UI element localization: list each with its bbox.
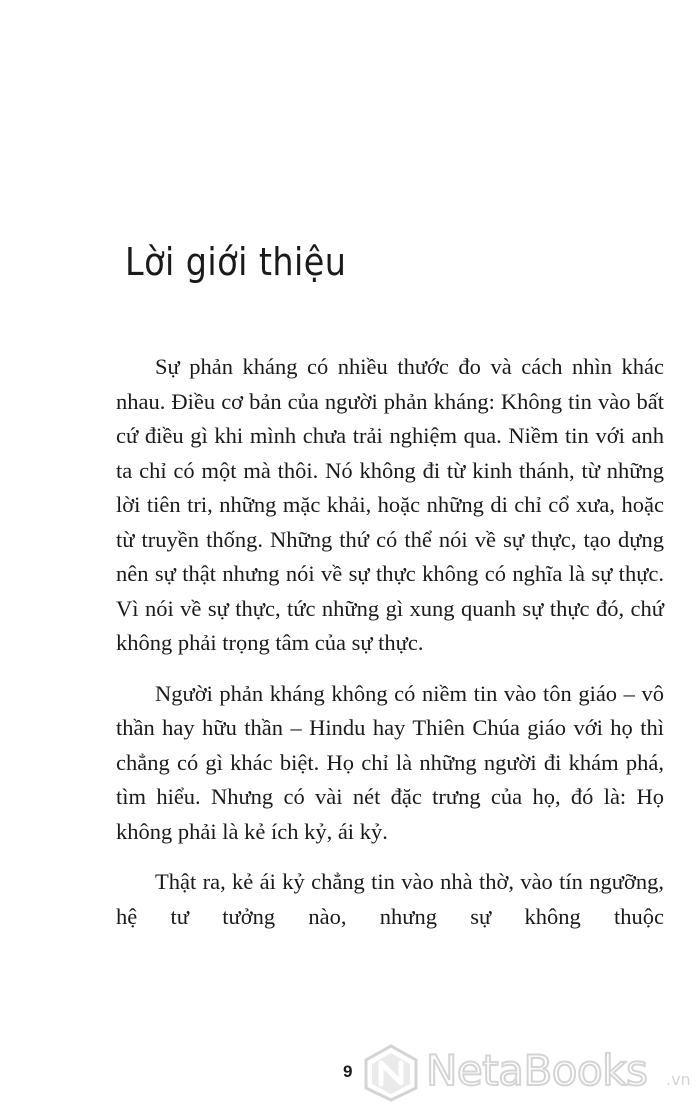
chapter-heading: Lời giới thiệu — [125, 240, 347, 284]
paragraph-3: Thật ra, kẻ ái kỷ chẳng tin vào nhà thờ, vào tín ngưỡng, hệ tư tưởng nào, nhưng sự không thuộc — [116, 869, 664, 929]
watermark-suffix: .vn — [666, 1070, 691, 1089]
paragraph-1: Sự phản kháng có nhiều thước đo và cách nhìn khác nhau. Điều cơ bản của người phản kháng: Không tin vào bất cứ điều gì khi mình chưa trải nghiệm qua. Niềm tin với anh ta chỉ có một mà thôi. Nó không đi từ kinh thánh, từ những lời tiên tri, những mặc khải, hoặc những di chỉ cổ xưa, hoặc từ truyền thống. Những thứ có thể nói về sự thực, tạo dựng nên sự thật nhưng nói về sự thực không có nghĩa là sự thực. Vì nói về sự thực, tức những gì xung quanh sự thực đó, chứ không phải trọng tâm của sự thực. — [116, 354, 664, 655]
page-number: 9 — [343, 1062, 353, 1081]
body-text — [116, 350, 664, 934]
netabooks-logo-icon — [362, 1044, 420, 1102]
netabooks-watermark — [362, 1040, 692, 1104]
watermark-brand: NetaBooks — [426, 1046, 648, 1095]
paragraph-2: Người phản kháng không có niềm tin vào tôn giáo – vô thần hay hữu thần – Hindu hay Thiên Chúa giáo với họ thì chẳng có gì khác biệt. Họ chỉ là những người đi khám phá, tìm hiểu. Nhưng có vài nét đặc trưng của họ, đó là: Họ không phải là kẻ ích kỷ, ái kỷ. — [116, 680, 664, 844]
